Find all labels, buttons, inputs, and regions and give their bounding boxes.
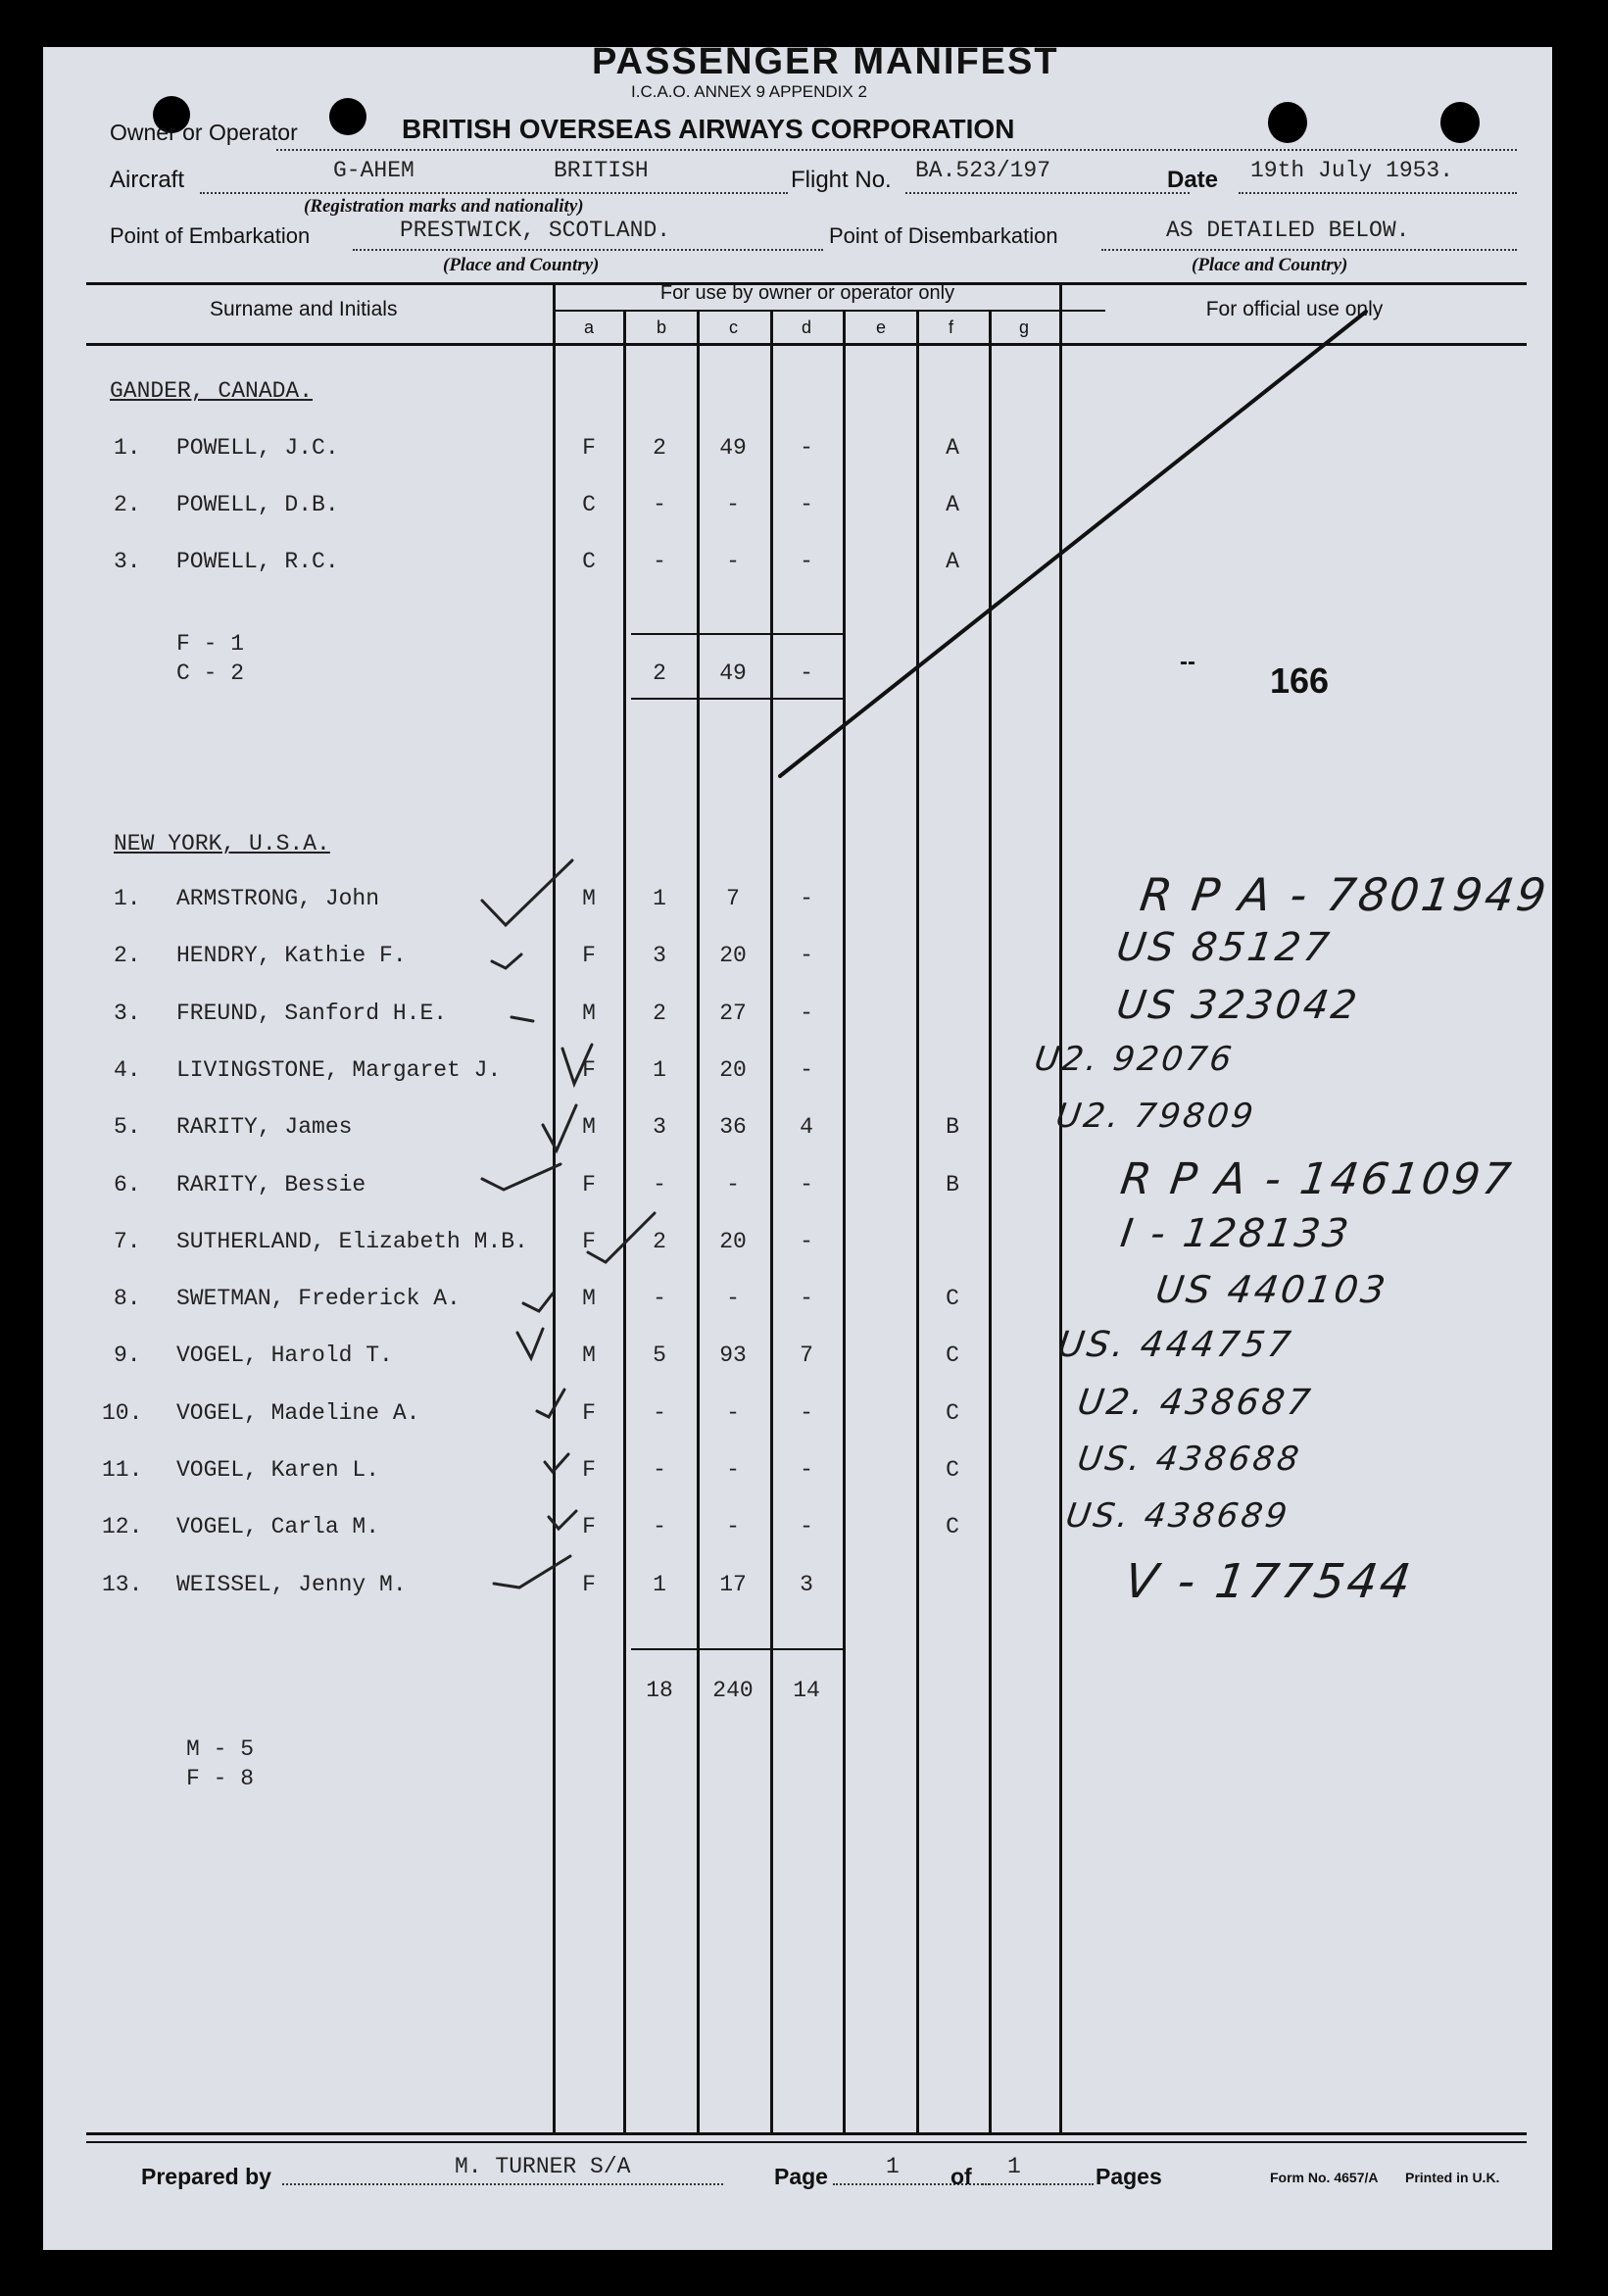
cell-b: 5 [653, 1343, 666, 1368]
col-header-d: d [802, 318, 812, 337]
cell-c: 17 [719, 1572, 747, 1597]
official-handwritten-number: US 323042 [1113, 983, 1363, 1028]
passenger-name: HENDRY, Kathie F. [176, 943, 407, 968]
section-summary: F - 1 [176, 631, 245, 657]
official-handwritten-number: U2. 92076 [1032, 1040, 1238, 1079]
cell-c: 36 [719, 1114, 747, 1140]
cell-a: M [582, 1114, 596, 1140]
owner-use-header: For use by owner or operator only [659, 282, 955, 304]
row-number: 11. [102, 1457, 143, 1483]
disembarkation-note: (Place and Country) [1192, 255, 1348, 275]
official-handwritten-number: US. 438688 [1075, 1440, 1304, 1479]
total-d: 14 [793, 1678, 820, 1703]
cell-a: F [582, 1457, 596, 1483]
cell-c: - [726, 1286, 740, 1311]
of-value: 1 [1007, 2154, 1021, 2179]
official-use-header: For official use only [1205, 298, 1384, 320]
cell-d: - [800, 1457, 813, 1483]
cell-c: - [726, 1514, 740, 1539]
aircraft-label: Aircraft [110, 167, 185, 193]
total-b: 18 [646, 1678, 673, 1703]
cell-d: 7 [800, 1343, 813, 1368]
cell-f: C [946, 1514, 959, 1539]
cell-d: - [800, 1286, 813, 1311]
cell-a: M [582, 886, 596, 911]
col-header-c: c [729, 318, 738, 337]
disembarkation-label: Point of Disembarkation [829, 223, 1058, 248]
cell-b: - [653, 1400, 666, 1426]
section-summary: M - 5 [186, 1736, 255, 1762]
cell-a: F [582, 1229, 596, 1254]
total-c: 49 [719, 660, 747, 686]
official-dash: -- [1180, 649, 1195, 675]
row-number: 4. [114, 1057, 141, 1083]
cell-b: 1 [653, 1057, 666, 1083]
cell-b: - [653, 1457, 666, 1483]
cell-a: M [582, 1001, 596, 1026]
cell-c: 93 [719, 1343, 747, 1368]
registration-note: (Registration marks and nationality) [304, 196, 584, 217]
section-summary: F - 8 [186, 1766, 255, 1791]
cell-b: 1 [653, 1572, 666, 1597]
section-summary: C - 2 [176, 660, 245, 686]
col-header-e: e [876, 318, 887, 337]
cell-c: 20 [719, 943, 747, 968]
cell-d: - [800, 1229, 813, 1254]
cell-b: 1 [653, 886, 666, 911]
aircraft-registration: G-AHEM [333, 158, 414, 183]
aircraft-nationality: BRITISH [554, 158, 649, 183]
cell-d: - [800, 1172, 813, 1197]
cell-a: F [582, 1172, 596, 1197]
cell-d: - [800, 1514, 813, 1539]
cell-d: - [800, 943, 813, 968]
flight-label: Flight No. [791, 167, 892, 193]
disembarkation-value: AS DETAILED BELOW. [1166, 218, 1410, 243]
row-number: 3. [114, 1001, 141, 1026]
passenger-name: VOGEL, Karen L. [176, 1457, 380, 1483]
date-value: 19th July 1953. [1250, 158, 1454, 183]
row-number: 12. [102, 1514, 143, 1539]
cell-f: C [946, 1343, 959, 1368]
passenger-name: VOGEL, Madeline A. [176, 1400, 420, 1426]
printed-in: Printed in U.K. [1405, 2170, 1500, 2185]
passenger-name: RARITY, James [176, 1114, 353, 1140]
cell-f: C [946, 1286, 959, 1311]
official-number: 166 [1270, 660, 1330, 701]
cell-a: F [582, 943, 596, 968]
of-label: of [950, 2164, 972, 2189]
row-number: 8. [114, 1286, 141, 1311]
section-title-gander: GANDER, CANADA. [110, 378, 314, 404]
cell-b: 3 [653, 943, 666, 968]
pages-label: Pages [1096, 2164, 1162, 2189]
official-handwritten-number: US 85127 [1113, 925, 1335, 970]
cell-a: F [582, 1572, 596, 1597]
cell-a: F [582, 1514, 596, 1539]
row-number: 9. [114, 1343, 141, 1368]
passenger-name: VOGEL, Harold T. [176, 1343, 393, 1368]
flight-number: BA.523/197 [915, 158, 1051, 183]
section-title-new-york: NEW YORK, U.S.A. [114, 831, 330, 856]
date-label: Date [1167, 167, 1219, 193]
row-number: 10. [102, 1400, 143, 1426]
cell-a: F [582, 1057, 596, 1083]
manifest-sheet: PASSENGER MANIFEST I.C.A.O. ANNEX 9 APPENDIX 2 Owner or Operator BRITISH OVERSEAS AIRWAYS CORPORATION Aircraft G-AHEM BRITISH Flight No. BA.523/197 Date 19th July 1953. (Registration marks and nationality) Point of Embarkation PRESTWICK, SCOTLAND. Point of Disembarkation AS DETAILED BELOW. (Place and Country) (Place and Country) Surname and Initials For use by owner or operator only For official use only a b c d e f g GANDER, CANADA. 1. POWELL, J.C. F 2 49 - A 2. POWELL, D.B. C - - - A 3. POWELL, R.C. C - - - A F - 1 C - 2 2 49 - -- 166 NEW YORK, U.S.A. 1. ARMSTRONG, John M 1 7 - R P A - 7801949 2. HENDRY, Kathie F. F 3 20 - US 85127 3. FREUND, Sanford H.E. M 2 27 - US 323042 4. LIVINGSTONE, Margaret J. F 1 20 - U2. 92076 5. RARITY, James M 3 36 4 B U2. 79809 6. RARITY, Bessie F - - - B R P A - 1461097 7. SUTHERLAND, Elizabeth M.B. F 2 20 - I - 128133 8. SWETMAN, Frederick A. M - - - C US 440103 9. VOGEL, Harold T. M 5 93 7 C US. 444757 10. VOGEL, Madeline A. F - - - C U2. 438687 11. VOGEL, Karen L. F - - - C US. 438688 12. VOGEL, Carla M. F - - - C US. 438689 13. WEISSEL, Jenny M. F 1 17 3 V - 177544 18 240 14 M - 5 F - 8 Prepared by M. TURNER S/A Page 1 of 1 Pages Form No. 4657/A Printed in U.K. [43, 47, 1552, 2250]
cell-d: - [800, 1400, 813, 1426]
cell-b: 2 [653, 1229, 666, 1254]
passenger-name: FREUND, Sanford H.E. [176, 1001, 448, 1026]
form-title: PASSENGER MANIFEST [592, 47, 1059, 82]
cell-c: 27 [719, 1001, 747, 1026]
cell-d: - [800, 1057, 813, 1083]
embarkation-value: PRESTWICK, SCOTLAND. [400, 218, 671, 243]
row-number: 1. [114, 886, 141, 911]
cell-c: 20 [719, 1229, 747, 1254]
cell-b: 3 [653, 1114, 666, 1140]
official-handwritten-number: I - 128133 [1117, 1211, 1354, 1256]
operator-label: Owner or Operator [110, 120, 298, 145]
embarkation-label: Point of Embarkation [110, 223, 311, 248]
official-handwritten-number: U2. 79809 [1053, 1097, 1259, 1136]
cell-d: 4 [800, 1114, 813, 1140]
passenger-name: ARMSTRONG, John [176, 886, 380, 911]
col-header-b: b [657, 318, 667, 337]
official-handwritten-number: U2. 438687 [1075, 1383, 1316, 1423]
row-number: 7. [114, 1229, 141, 1254]
prepared-label: Prepared by [141, 2164, 271, 2189]
official-handwritten-number: US. 444757 [1055, 1325, 1296, 1365]
passenger-name: WEISSEL, Jenny M. [176, 1572, 407, 1597]
cell-d: - [800, 1001, 813, 1026]
cell-c: 7 [726, 886, 740, 911]
page-value: 1 [886, 2154, 900, 2179]
official-handwritten-number: V - 177544 [1121, 1554, 1417, 1609]
official-handwritten-number: US. 438689 [1063, 1496, 1292, 1536]
prepared-value: M. TURNER S/A [455, 2154, 631, 2179]
total-d: - [800, 660, 813, 686]
passenger-name: SWETMAN, Frederick A. [176, 1286, 461, 1311]
cell-b: - [653, 1286, 666, 1311]
row-number: 13. [102, 1572, 143, 1597]
form-number: Form No. 4657/A [1270, 2170, 1379, 2185]
cell-c: - [726, 1172, 740, 1197]
cell-f: C [946, 1400, 959, 1426]
cell-b: - [653, 1514, 666, 1539]
cell-b: - [653, 1172, 666, 1197]
total-c: 240 [712, 1678, 754, 1703]
total-b: 2 [653, 660, 666, 686]
operator-value: BRITISH OVERSEAS AIRWAYS CORPORATION [402, 114, 1015, 144]
cell-a: M [582, 1343, 596, 1368]
passenger-name: RARITY, Bessie [176, 1172, 366, 1197]
col-header-f: f [949, 318, 954, 337]
cell-d: - [800, 886, 813, 911]
official-handwritten-number: US 440103 [1152, 1268, 1391, 1311]
row-number: 6. [114, 1172, 141, 1197]
page-label: Page [774, 2164, 828, 2189]
cell-c: - [726, 1400, 740, 1426]
passenger-name: VOGEL, Carla M. [176, 1514, 380, 1539]
surname-column-header: Surname and Initials [210, 298, 398, 320]
cell-c: - [726, 1457, 740, 1483]
cancel-stroke [43, 47, 1552, 2250]
passenger-name: SUTHERLAND, Elizabeth M.B. [176, 1229, 528, 1254]
official-handwritten-number: R P A - 1461097 [1117, 1154, 1517, 1204]
row-number: 2. [114, 943, 141, 968]
col-header-g: g [1019, 318, 1030, 337]
official-handwritten-number: R P A - 7801949 [1137, 868, 1552, 921]
cell-a: F [582, 1400, 596, 1426]
form-subtitle: I.C.A.O. ANNEX 9 APPENDIX 2 [631, 82, 867, 101]
cell-f: B [946, 1114, 959, 1140]
col-header-a: a [584, 318, 595, 337]
embarkation-note: (Place and Country) [443, 255, 600, 275]
cell-c: 20 [719, 1057, 747, 1083]
cell-f: B [946, 1172, 959, 1197]
cell-d: 3 [800, 1572, 813, 1597]
cell-b: 2 [653, 1001, 666, 1026]
cell-a: M [582, 1286, 596, 1311]
cell-f: C [946, 1457, 959, 1483]
row-number: 5. [114, 1114, 141, 1140]
passenger-name: LIVINGSTONE, Margaret J. [176, 1057, 502, 1083]
